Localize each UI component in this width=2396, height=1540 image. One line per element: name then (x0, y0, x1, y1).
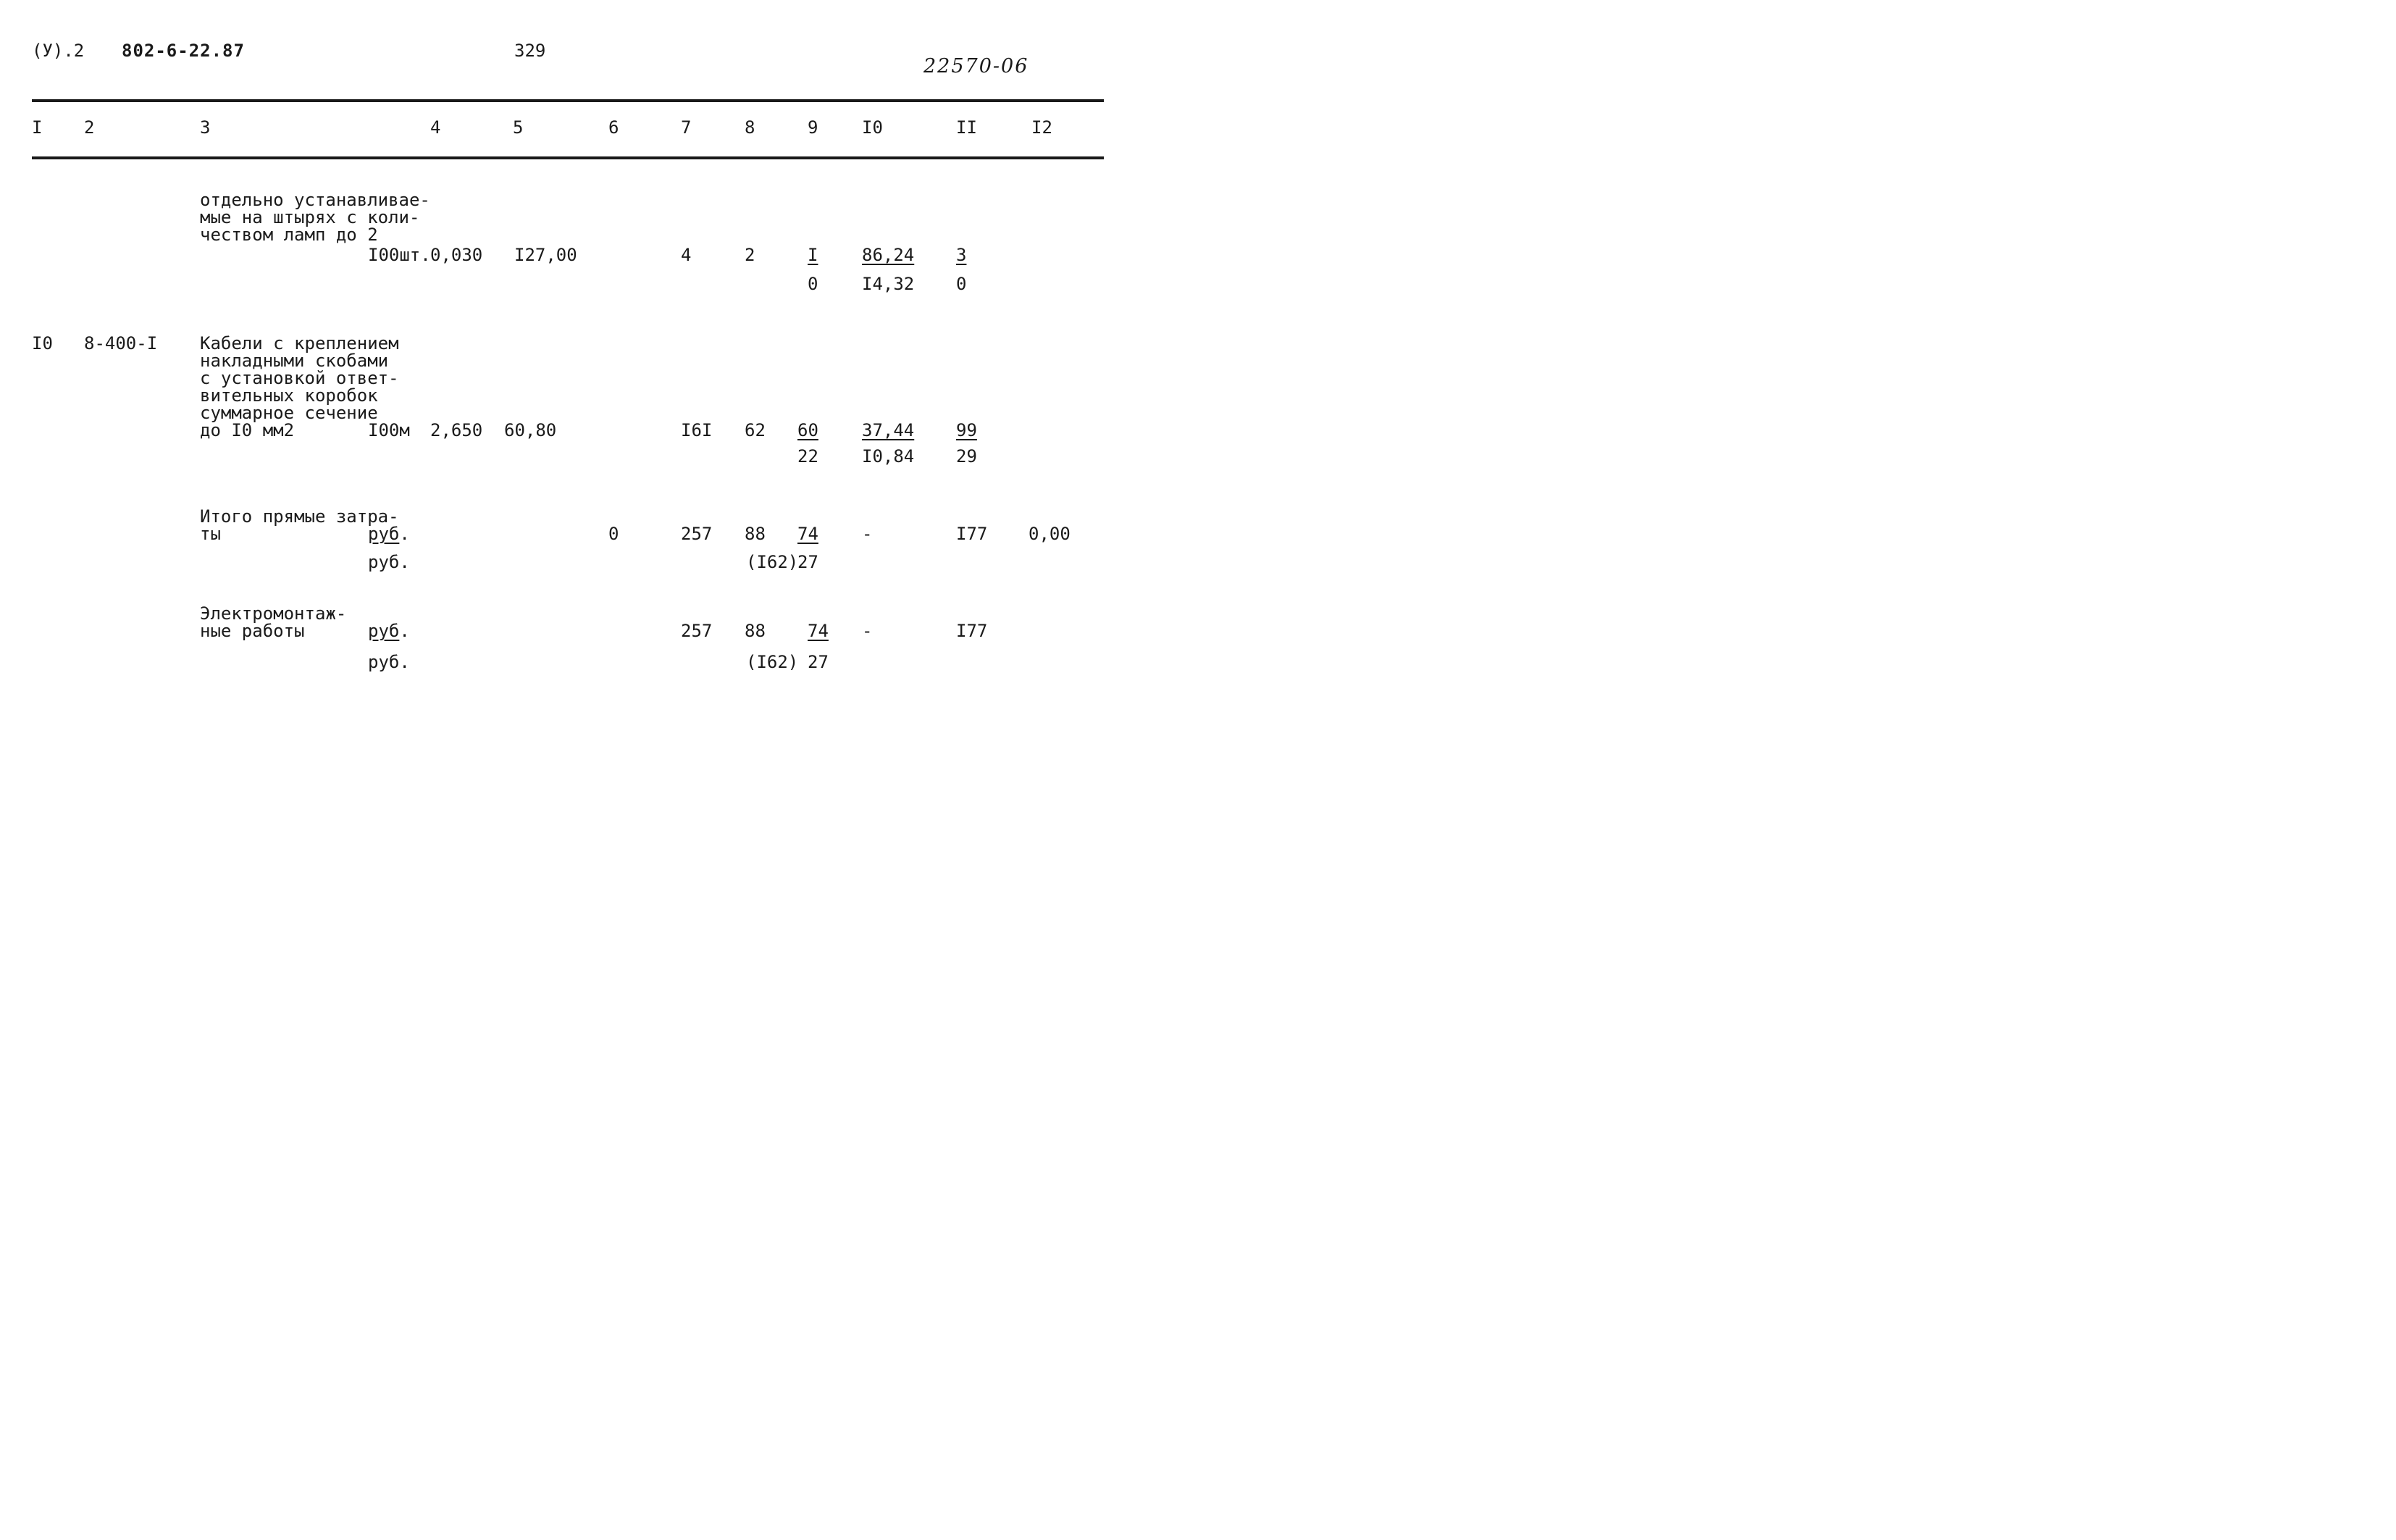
row-col11-top: 3 (956, 245, 967, 265)
table-top-rule (32, 99, 1104, 102)
row-unit: I00шт. (368, 245, 431, 265)
total-col8-bottom: (I62) (746, 552, 799, 572)
row-col10-bottom: I4,32 (862, 274, 915, 294)
total-col7: 257 (681, 621, 713, 641)
total-col9-bottom: 27 (808, 652, 829, 672)
column-header: 9 (808, 117, 818, 138)
column-header: 4 (430, 117, 441, 138)
row-quantity: 0,030 (430, 245, 483, 265)
row-col10-bottom: I0,84 (862, 446, 915, 466)
row-number: I0 (32, 333, 53, 353)
sheet-code: (У).2 (32, 41, 85, 61)
row-col9-bottom: 22 (797, 446, 818, 466)
row-col11-top: 99 (956, 420, 977, 440)
row-col8: 2 (745, 245, 755, 265)
row-col10-top: 86,24 (862, 245, 915, 265)
row-col8: 62 (745, 420, 766, 440)
page-number: 329 (514, 41, 546, 61)
total-col11: I77 (956, 524, 988, 544)
total-col12: 0,00 (1029, 524, 1071, 544)
project-code: 802-6-22.87 (122, 41, 245, 61)
column-header: I (32, 117, 43, 138)
total-col10: - (862, 621, 873, 641)
row-description: отдельно устанавливае- мые на штырях с коли- чеством ламп до 2 (200, 190, 430, 245)
row-col7: 4 (681, 245, 692, 265)
total-unit-top: руб (368, 524, 400, 544)
column-header: II (956, 117, 977, 138)
row-col10-top: 37,44 (862, 420, 915, 440)
column-header: 2 (84, 117, 95, 138)
row-col9-top: 60 (797, 420, 818, 440)
row-col7: I6I (681, 420, 713, 440)
total-col8-bottom: (I62) (746, 652, 799, 672)
row-col9-top: I (808, 245, 818, 265)
total-col9-top: 74 (797, 524, 818, 544)
column-header: 6 (608, 117, 619, 138)
column-header: 8 (745, 117, 755, 138)
row-col11-bottom: 29 (956, 446, 977, 466)
total-unit-top: руб (368, 621, 400, 641)
column-header: 5 (513, 117, 524, 138)
total-col11: I77 (956, 621, 988, 641)
total-col9-bottom: 27 (797, 552, 818, 572)
total-unit-bottom: руб. (368, 652, 410, 672)
row-price: 60,80 (504, 420, 557, 440)
column-header: 3 (200, 117, 211, 138)
row-col11-bottom: 0 (956, 274, 967, 294)
total-col8: 88 (745, 621, 766, 641)
total-col9-top: 74 (808, 621, 829, 641)
row-unit: I00м (368, 420, 410, 440)
row-code: 8-400-I (84, 333, 158, 353)
total-col10: - (862, 524, 873, 544)
total-label: Электромонтаж- ные работы (200, 603, 347, 641)
table-header-rule (32, 156, 1104, 159)
total-unit-bottom: руб. (368, 552, 410, 572)
total-label: Итого прямые затра- ты (200, 506, 399, 544)
total-col7: 257 (681, 524, 713, 544)
column-header: I2 (1031, 117, 1052, 138)
column-header: I0 (862, 117, 883, 138)
row-description: Кабели с креплением накладными скобами с установкой ответ- вительных коробок суммарное сечение до I0 мм2 (200, 333, 399, 440)
row-price: I27,00 (514, 245, 577, 265)
row-col9-bottom: 0 (808, 274, 818, 294)
total-col6: 0 (608, 524, 619, 544)
total-col8: 88 (745, 524, 766, 544)
handwritten-code: 22570-06 (923, 55, 1029, 78)
row-quantity: 2,650 (430, 420, 483, 440)
column-header: 7 (681, 117, 692, 138)
